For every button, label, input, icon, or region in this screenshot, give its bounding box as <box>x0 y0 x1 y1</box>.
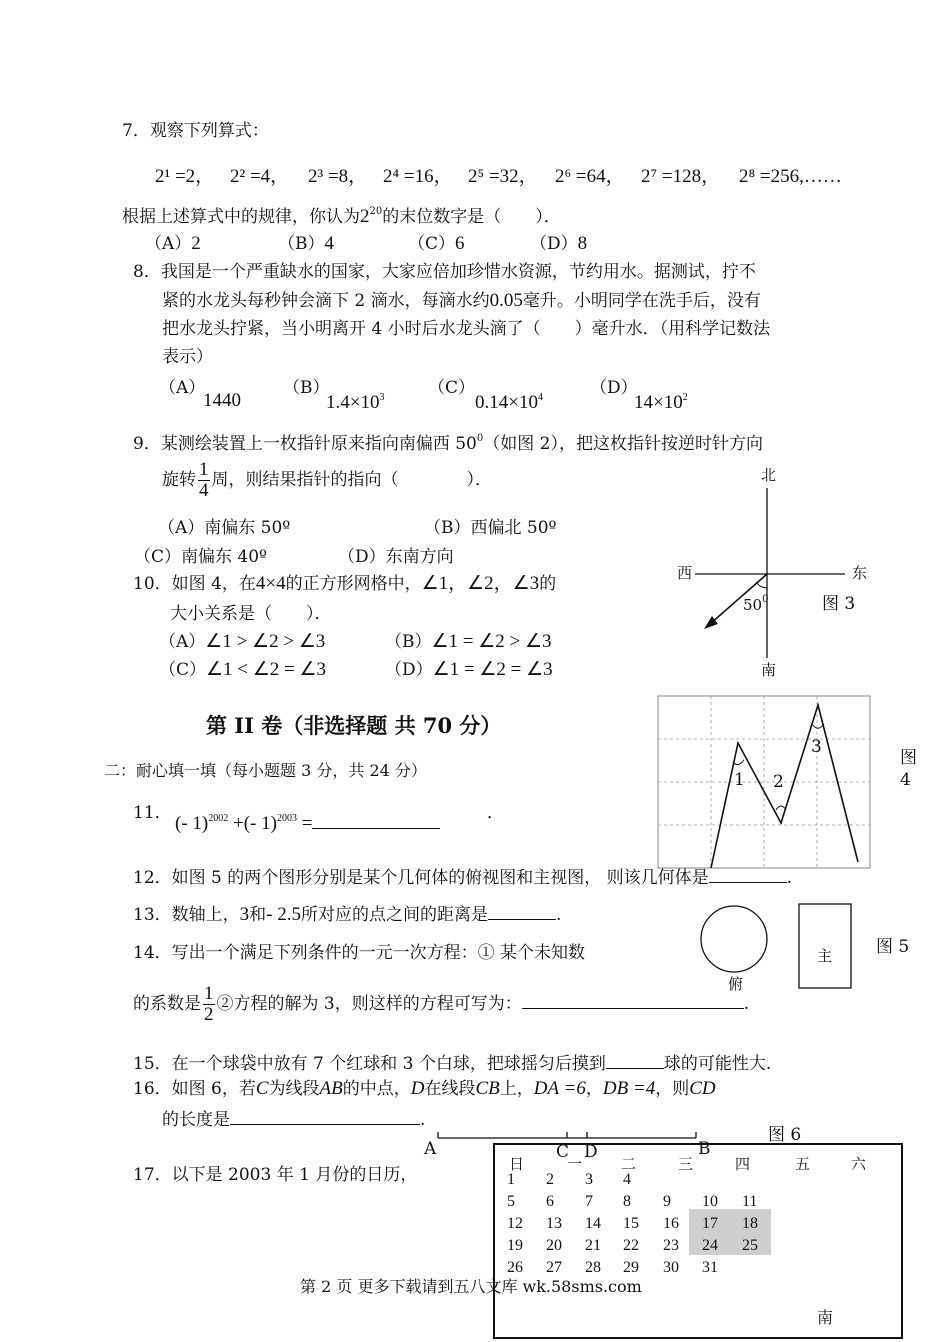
q8-value: 0.05 <box>489 290 523 311</box>
q7-option-b-label: （B） <box>278 234 325 254</box>
q8-line1: 8．我国是一个严重缺水的国家，大家应倍加珍惜水资源，节约用水。据测试，拧不 <box>133 262 756 282</box>
fig5-caption: 图 5 <box>876 937 910 957</box>
q7-option-c-label: （C） <box>408 234 456 254</box>
q10-line1a: 10．如图 4，在 <box>133 574 256 594</box>
q11-equals: = <box>301 813 313 834</box>
q13-post: 所对应的点之间的距离是 <box>300 905 488 925</box>
calendar-header-5: 五 <box>795 1155 811 1173</box>
q14-frac-num: 1 <box>204 983 214 1004</box>
q16-line1f: ，则 <box>655 1079 690 1099</box>
q10-option-b-label: （B） <box>385 632 432 652</box>
fig5-top-label: 俯 <box>728 975 744 993</box>
calendar-day: 21 <box>585 1237 601 1254</box>
calendar-header-6: 六 <box>851 1155 867 1173</box>
calendar-day: 3 <box>585 1171 593 1188</box>
calendar-header-3: 三 <box>678 1155 694 1173</box>
calendar-day: 7 <box>585 1193 593 1210</box>
calendar-day: 10 <box>702 1193 718 1210</box>
calendar-header-4: 四 <box>735 1155 751 1173</box>
calendar-day: 11 <box>742 1193 758 1210</box>
q16-db: DB =4 <box>602 1078 656 1099</box>
calendar-day: 4 <box>623 1171 631 1188</box>
q10-line2: 大小关系是（ ）． <box>170 604 332 624</box>
calendar-day: 23 <box>663 1237 679 1254</box>
fig6-label-c: C <box>556 1142 570 1162</box>
q7-question-post: 的末位数字是（ ）． <box>382 207 561 227</box>
q16-d: D <box>410 1078 425 1099</box>
q8-option-c-label[interactable]: （C） <box>428 378 476 398</box>
q16-cb: CB <box>475 1078 500 1099</box>
q7-question-exp: 20 <box>369 206 383 217</box>
fig5-front-label: 主 <box>817 947 833 965</box>
calendar-day: 27 <box>546 1259 562 1276</box>
q7-power-6: 2⁶ =64， <box>555 166 625 187</box>
section2-title: 第 II 卷（非选择题 共 70 分） <box>206 713 502 738</box>
q7-power-5: 2⁵ =32， <box>468 166 538 187</box>
calendar-day: 31 <box>702 1259 718 1276</box>
q16-line1d: 在线段 <box>424 1079 476 1099</box>
q9-option-a[interactable]: （A）南偏东 50º <box>158 518 291 538</box>
q10-line1c: 的 <box>539 574 557 594</box>
q7-power-3: 2³ =8， <box>308 166 368 187</box>
q8-option-a-value: 1440 <box>203 390 241 411</box>
q13-a: 3 <box>239 904 250 925</box>
q11-exp1: 2002 <box>208 813 229 824</box>
q14-end: . <box>743 993 750 1014</box>
q8-option-c-exp: 4 <box>537 392 543 403</box>
calendar-day: 5 <box>507 1193 515 1210</box>
q10-option-b-value: ∠1 = ∠2 > ∠3 <box>431 631 552 652</box>
q10-option-c-value: ∠1 < ∠2 = ∠3 <box>206 659 327 680</box>
q9-frac-num: 1 <box>199 459 209 480</box>
calendar-day: 30 <box>663 1259 679 1276</box>
q11-end: ． <box>487 803 504 823</box>
q14-line2a: 的系数是 <box>133 993 201 1014</box>
q10-option-a-value: ∠1 > ∠2 > ∠3 <box>205 631 326 652</box>
calendar-day: 14 <box>585 1215 601 1232</box>
q13-mid: 和 <box>249 905 267 925</box>
q16-da: DA =6 <box>533 1078 586 1099</box>
calendar-day: 1 <box>507 1171 515 1188</box>
q9-line2b: 周，则结果指针的指向（ ）． <box>211 469 492 490</box>
calendar-header-1: 一 <box>567 1155 583 1173</box>
fig6-caption: 图 6 <box>768 1125 802 1145</box>
compass-caption: 图 3 <box>822 594 856 614</box>
calendar-bottom-label: 南 <box>817 1308 834 1327</box>
q10-option-d-value: ∠1 = ∠2 = ∠3 <box>432 659 553 680</box>
fig4-label-1: 1 <box>734 770 745 790</box>
q9-line2a: 旋转 <box>162 469 196 490</box>
calendar-day: 2 <box>546 1171 554 1188</box>
calendar-header-0: 日 <box>509 1155 525 1173</box>
q8-option-c-mantissa: 0.14×10 <box>475 392 538 413</box>
calendar-header-2: 二 <box>621 1155 637 1173</box>
fig4-label-3: 3 <box>811 737 822 757</box>
q16-sep: ， <box>585 1079 603 1099</box>
q8-option-d-exp: 2 <box>682 392 688 403</box>
q16-end: . <box>420 1110 426 1130</box>
fig6-label-d: D <box>584 1142 598 1162</box>
calendar-box <box>493 1143 903 1339</box>
q14-line1: 14．写出一个满足下列条件的一元一次方程：① 某个未知数 <box>133 943 586 963</box>
q8-line3: 把水龙头拧紧，当小明离开 4 小时后水龙头滴了（ ）毫升水．（用科学记数法 <box>162 319 771 339</box>
q13-end: . <box>555 905 562 925</box>
q16-line1c: 的中点， <box>342 1079 411 1099</box>
q15-pre: 15．在一个球袋中放有 7 个红球和 3 个白球，把球摇匀后摸到 <box>133 1054 606 1074</box>
q8-line2a: 紧的水龙头每秒钟会滴下 2 滴水，每滴水约 <box>162 291 490 311</box>
q11-plus: + <box>232 813 244 834</box>
q9-line1a: 9．某测绘装置上一枚指针原来指向南偏西 50 <box>133 434 477 454</box>
q7-power-2: 2² =4， <box>230 166 290 187</box>
q15-post: 球的可能性大. <box>663 1054 772 1074</box>
calendar-day: 29 <box>623 1259 639 1276</box>
q9-deg: 0 <box>476 433 484 444</box>
fig4-caption-2: 4 <box>900 770 911 790</box>
q16-ab: AB <box>319 1078 343 1099</box>
q17-text: 17．以下是 2003 年 1 月份的日历， <box>133 1165 418 1185</box>
q16-cd: CD <box>689 1078 716 1099</box>
q12-end: . <box>786 868 793 888</box>
q10-grid: 4×4 <box>255 573 286 594</box>
q13-pre: 13．数轴上， <box>133 905 240 925</box>
calendar-day: 26 <box>507 1259 523 1276</box>
q8-line4: 表示） <box>162 347 213 367</box>
q14-frac-den: 2 <box>204 1003 214 1025</box>
q9-frac-den: 4 <box>199 479 209 501</box>
q7-question-base: 2 <box>360 206 370 227</box>
q10-line1b: 的正方形网格中， <box>285 574 422 594</box>
q11-term2: (- 1) <box>243 813 277 834</box>
q10-angles: ∠1，∠2，∠3 <box>421 573 540 594</box>
calendar-day: 16 <box>663 1215 679 1232</box>
calendar-day: 18 <box>742 1215 758 1232</box>
q7-power-1: 2¹ =2， <box>155 166 215 187</box>
section2-subtitle: 二：耐心填一填（每小题题 3 分，共 24 分） <box>104 761 427 780</box>
q7-option-d-label: （D） <box>530 234 578 254</box>
fig6-label-a: A <box>424 1139 437 1159</box>
q16-line1e: 上， <box>499 1079 534 1099</box>
calendar-day: 22 <box>623 1237 639 1254</box>
q10-option-a-label: （A） <box>159 632 206 652</box>
q12-text: 12．如图 5 的两个图形分别是某个几何体的俯视图和主视图， 则该几何体是 <box>133 868 709 888</box>
calendar-day: 17 <box>702 1215 718 1232</box>
calendar-day: 25 <box>742 1237 758 1254</box>
fig4-label-2: 2 <box>773 772 784 792</box>
calendar-day: 6 <box>546 1193 554 1210</box>
q7-power-8: 2⁸ =256,…… <box>739 166 842 187</box>
page-footer: 第 2 页 更多下载请到五八文库 wk.58sms.com <box>300 1277 642 1296</box>
q8-option-d-label[interactable]: （D） <box>590 378 638 398</box>
q9-option-b[interactable]: （B）西偏北 50º <box>424 518 557 538</box>
q8-option-b-mantissa: 1.4×10 <box>326 392 380 413</box>
q11-number: 11． <box>133 803 172 823</box>
calendar-day: 12 <box>507 1215 523 1232</box>
q7-question-pre: 根据上述算式中的规律，你认为 <box>122 207 360 227</box>
q11-term1: (- 1) <box>175 813 209 834</box>
q7-option-b-value: 4 <box>324 233 334 254</box>
compass-north: 北 <box>761 466 777 484</box>
compass-south: 南 <box>761 661 777 679</box>
q13-b: - 2.5 <box>266 904 301 925</box>
q8-option-a-label[interactable]: （A） <box>159 378 206 398</box>
q11-exp2: 2003 <box>276 813 297 824</box>
q14-line2b: ②方程的解为 3，则这样的方程可写为： <box>216 993 522 1014</box>
q7-power-7: 2⁷ =128， <box>641 166 721 187</box>
q7-option-a-value: 2 <box>191 233 201 254</box>
calendar-day: 15 <box>623 1215 639 1232</box>
q8-option-b-label[interactable]: （B） <box>283 378 330 398</box>
q9-line1b: （如图 2），把这枚指针按逆时针方向 <box>483 434 763 454</box>
q7-power-4: 2⁴ =16， <box>383 166 453 187</box>
calendar-day: 8 <box>623 1193 631 1210</box>
calendar-day: 24 <box>702 1237 718 1254</box>
q7-option-a-label: （A） <box>145 234 192 254</box>
q10-option-c-label: （C） <box>159 660 207 680</box>
q16-c: C <box>255 1078 269 1099</box>
q7-option-d-value: 8 <box>577 233 588 254</box>
calendar-day: 19 <box>507 1237 523 1254</box>
fig6-label-b: B <box>698 1139 711 1159</box>
q16-line2-text: 的长度是 <box>162 1110 230 1130</box>
calendar-day: 20 <box>546 1237 562 1254</box>
q9-option-d[interactable]: （D）东南方向 <box>338 547 454 567</box>
q9-option-c[interactable]: （C）南偏东 40º <box>134 547 268 567</box>
calendar-day: 13 <box>546 1215 562 1232</box>
q16-line1a: 16．如图 6，若 <box>133 1079 256 1099</box>
q16-line1b: 为线段 <box>268 1079 320 1099</box>
calendar-day: 28 <box>585 1259 601 1276</box>
calendar-day: 9 <box>663 1193 671 1210</box>
compass-east: 东 <box>852 564 868 582</box>
compass-angle-value: 50 <box>743 596 763 614</box>
q10-option-d-label: （D） <box>385 660 433 680</box>
q8-line2b: 毫升。小明同学在洗手后，没有 <box>522 291 761 311</box>
q8-option-d-mantissa: 14×10 <box>634 392 683 413</box>
compass-west: 西 <box>677 564 693 582</box>
compass-angle-deg: 0 <box>762 594 769 605</box>
q7-option-c-value: 6 <box>455 233 465 254</box>
q7-title: 7．观察下列算式： <box>122 121 269 141</box>
fig4-caption-1: 图 <box>900 748 917 768</box>
q8-option-b-exp: 3 <box>379 392 385 403</box>
